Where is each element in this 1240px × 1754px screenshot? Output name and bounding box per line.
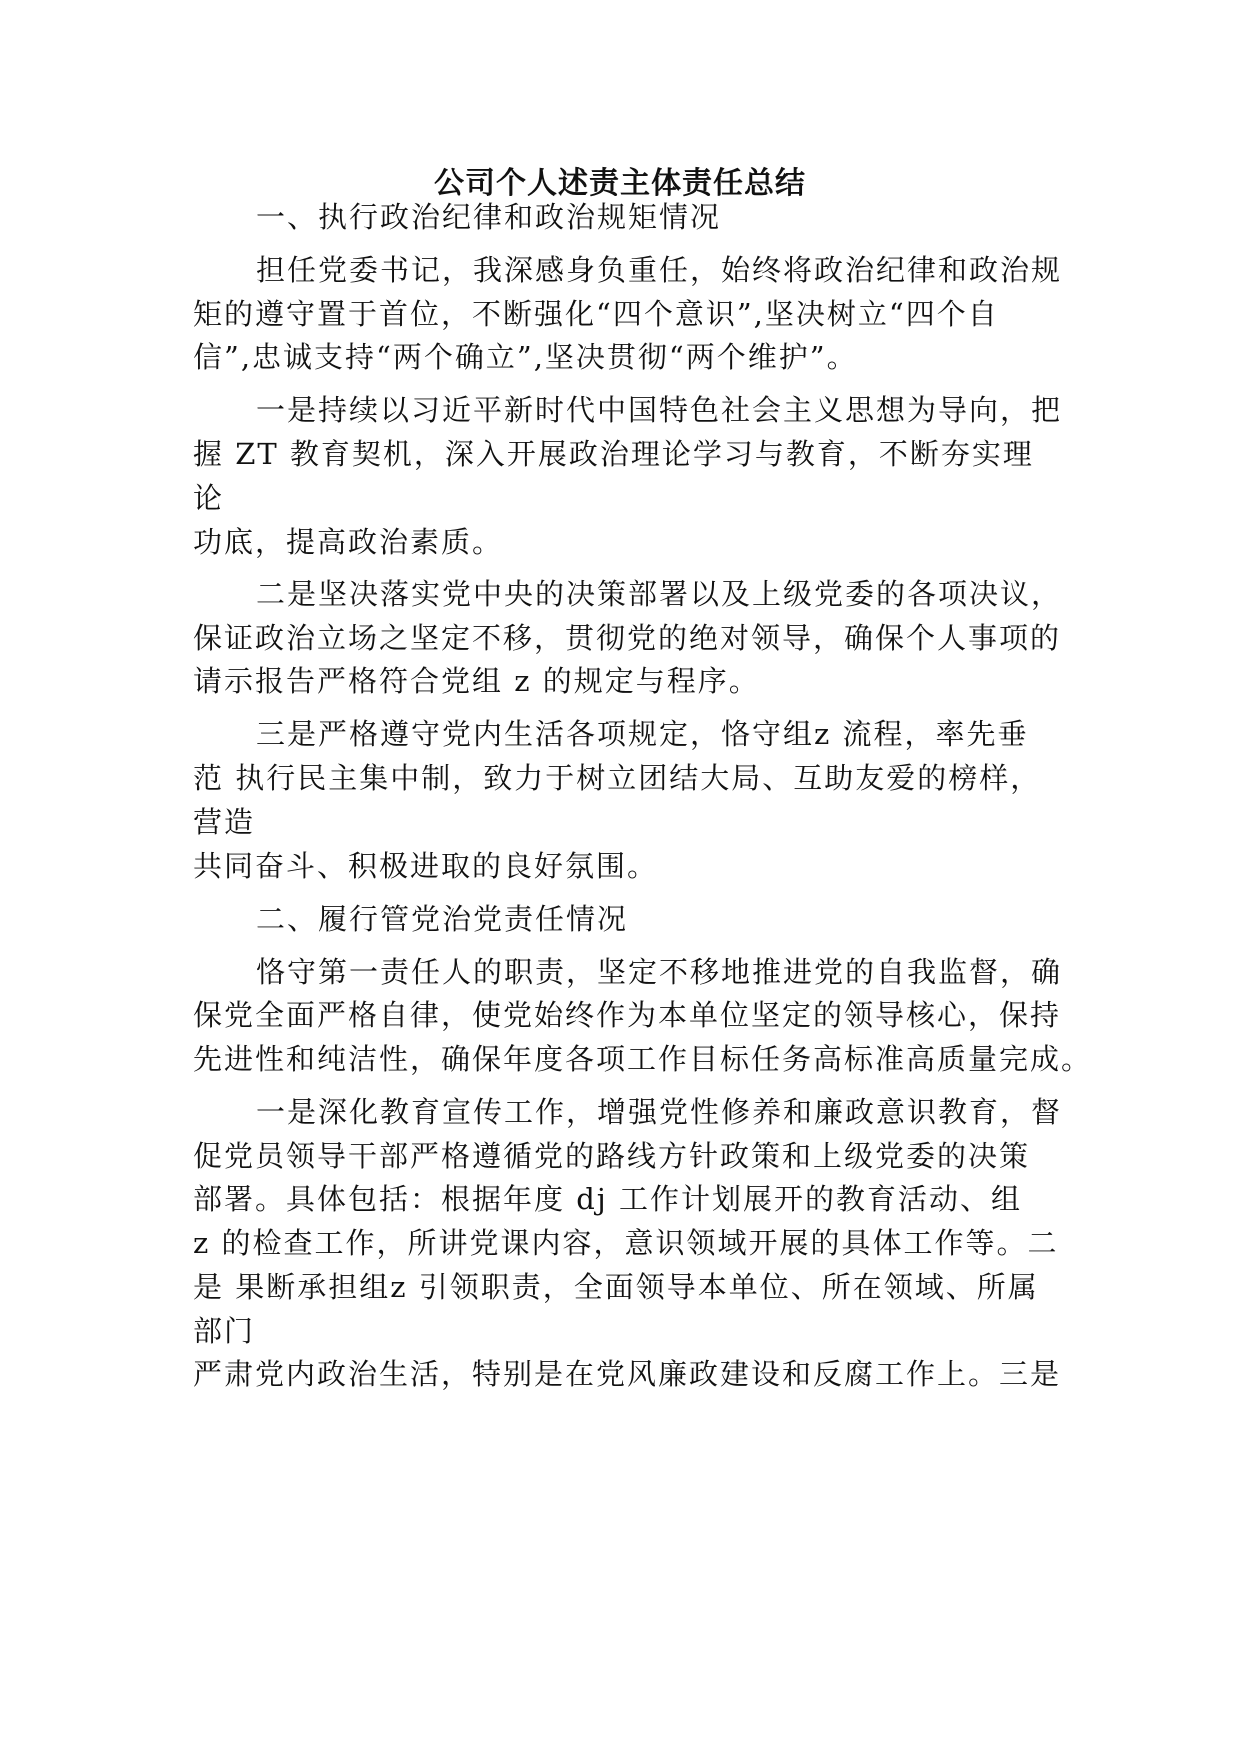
paragraph-line: 恪守第一责任人的职责，坚定不移地推进党的自我监督，确: [256, 955, 1063, 989]
paragraph-line: 部门: [193, 1314, 256, 1348]
paragraph-line: 严肃党内政治生活，特别是在党风廉政建设和反腐工作上。三是: [193, 1357, 1062, 1391]
paragraph-line: 范 执行民主集中制，致力于树立团结大局、互助友爱的榜样，: [193, 761, 1042, 795]
paragraph-line: 保党全面严格自律，使党始终作为本单位坚定的领导核心，保持: [193, 998, 1062, 1032]
paragraph-line: 论: [193, 481, 225, 515]
paragraph-line: 一是深化教育宣传工作，增强党性修养和廉政意识教育，督: [256, 1095, 1063, 1129]
paragraph-line: 保证政治立场之坚定不移，贯彻党的绝对领导，确保个人事项的: [193, 621, 1062, 655]
paragraph-line: z 的检查工作，所讲党课内容，意识领域开展的具体工作等。二: [193, 1226, 1059, 1260]
paragraph-line: 请示报告严格符合党组 z 的规定与程序。: [193, 664, 760, 698]
section-heading-1: 一、执行政治纪律和政治规矩情况: [256, 200, 722, 234]
paragraph-line: 营造: [193, 805, 256, 839]
paragraph-line: 三是严格遵守党内生活各项规定，恪守组z 流程，率先垂: [256, 717, 1029, 751]
paragraph-line: 部署。具体包括：根据年度 dj 工作计划展开的教育活动、组: [193, 1182, 1022, 1216]
paragraph-line: 矩的遵守置于首位，不断强化“四个意识”,坚决树立“四个自: [193, 297, 999, 331]
section-heading-2: 二、履行管党治党责任情况: [256, 902, 629, 936]
paragraph-line: 是 果断承担组z 引领职责，全面领导本单位、所在领域、所属: [193, 1270, 1039, 1304]
paragraph-line: 先进性和纯洁性，确保年度各项工作目标任务高标准高质量完成。: [193, 1042, 1093, 1076]
document-title: 公司个人述责主体责任总结: [434, 166, 806, 201]
paragraph-line: 担任党委书记，我深感身负重任，始终将政治纪律和政治规: [256, 253, 1063, 287]
paragraph-line: 握 ZT 教育契机，深入开展政治理论学习与教育，不断夯实理: [193, 437, 1034, 471]
paragraph-line: 信”,忠诚支持“两个确立”,坚决贯彻“两个维护”。: [193, 340, 858, 374]
paragraph-line: 共同奋斗、积极进取的良好氛围。: [193, 849, 659, 883]
paragraph-line: 功底，提高政治素质。: [193, 525, 504, 559]
paragraph-line: 促党员领导干部严格遵循党的路线方针政策和上级党委的决策: [193, 1139, 1031, 1173]
paragraph-line: 二是坚决落实党中央的决策部署以及上级党委的各项决议，: [256, 577, 1063, 611]
paragraph-line: 一是持续以习近平新时代中国特色社会主义思想为导向，把: [256, 393, 1063, 427]
